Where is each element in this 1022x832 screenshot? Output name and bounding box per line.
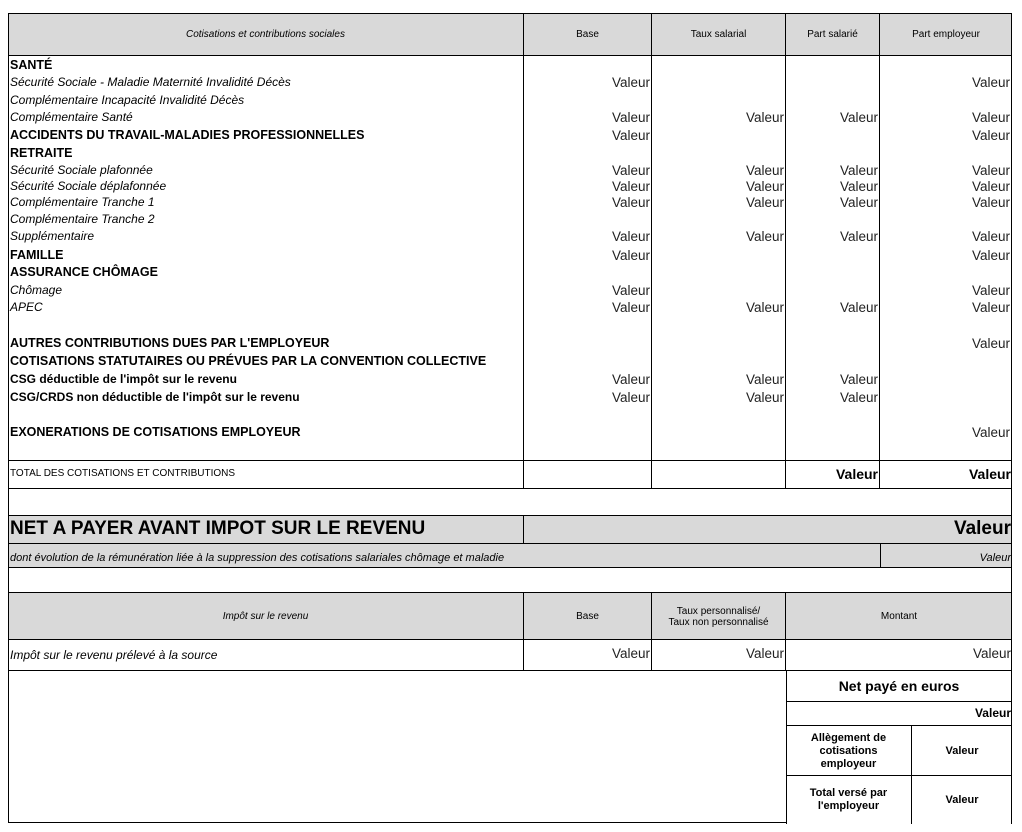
row-part-salarie: Valeur — [839, 179, 878, 194]
row-taux-salarial: Valeur — [745, 163, 784, 178]
row-label: ASSURANCE CHÔMAGE — [10, 265, 158, 279]
header-part-salarie: Part salarié — [786, 13, 880, 56]
row-label: Chômage — [10, 283, 63, 297]
row-base: Valeur — [611, 128, 650, 143]
row-label: Sécurité Sociale plafonnée — [10, 163, 153, 177]
cotisation-row — [8, 93, 1012, 108]
row-taux-salarial: Valeur — [745, 300, 784, 315]
cotisation-row — [8, 283, 1012, 298]
row-label: COTISATIONS STATUTAIRES OU PRÉVUES PAR LA CONVENTION COLLECTIVE — [10, 354, 487, 368]
row-part-salarie: Valeur — [839, 195, 878, 210]
row-label: SANTÉ — [10, 58, 53, 72]
row-part-employeur: Valeur — [971, 110, 1010, 125]
row-label: Sécurité Sociale déplafonnée — [10, 179, 167, 193]
impot-header-taux-line1: Taux personnalisé/ — [676, 605, 761, 617]
spacer-row-2 — [8, 568, 1012, 593]
row-part-salarie: Valeur — [839, 372, 878, 387]
row-label: FAMILLE — [10, 248, 64, 262]
total-verse-label-cell — [786, 776, 912, 824]
bottom-left-block — [8, 671, 787, 823]
row-part-salarie: Valeur — [839, 110, 878, 125]
impot-row-base: Valeur — [611, 646, 650, 661]
impot-header-taux-line2: Taux non personnalisé — [668, 616, 769, 628]
net-paye-cell — [786, 671, 1012, 702]
total-part-employeur: Valeur — [968, 466, 1011, 482]
row-part-employeur: Valeur — [971, 283, 1010, 298]
row-label: EXONERATIONS DE COTISATIONS EMPLOYEUR — [10, 425, 301, 439]
row-base: Valeur — [611, 195, 650, 210]
cotisation-row — [8, 229, 1012, 244]
row-taux-salarial: Valeur — [745, 229, 784, 244]
row-part-employeur: Valeur — [971, 229, 1010, 244]
impot-header-montant: Montant — [880, 611, 918, 622]
cotisation-row — [8, 248, 1012, 263]
header-part-employeur: Part employeur — [912, 29, 980, 40]
row-label: CSG/CRDS non déductible de l'impôt sur le revenu — [10, 390, 300, 404]
row-label: Complémentaire Santé — [10, 110, 133, 124]
impot-header-base: Base — [524, 593, 652, 640]
row-label: ACCIDENTS DU TRAVAIL-MALADIES PROFESSIONNELLES — [10, 128, 365, 142]
net-sub-value: Valeur — [979, 552, 1011, 564]
cotisation-row — [8, 163, 1012, 178]
row-base: Valeur — [611, 75, 650, 90]
row-label: Complémentaire Incapacité Invalidité Décès — [10, 93, 245, 107]
cotisation-row — [8, 75, 1012, 90]
cotisation-row — [8, 390, 1012, 405]
row-part-employeur: Valeur — [971, 163, 1010, 178]
total-verse-value-cell — [912, 776, 1012, 824]
total-label: TOTAL DES COTISATIONS ET CONTRIBUTIONS — [10, 468, 236, 479]
row-base: Valeur — [611, 300, 650, 315]
impot-header-taux — [652, 593, 786, 640]
row-base: Valeur — [611, 179, 650, 194]
net-sub-label: dont évolution de la rémunération liée à la suppression des cotisations salariales chômage et maladie — [10, 552, 505, 564]
row-part-employeur: Valeur — [971, 300, 1010, 315]
row-base: Valeur — [611, 163, 650, 178]
row-base: Valeur — [611, 390, 650, 405]
header-cotisations: Cotisations et contributions sociales — [8, 13, 524, 56]
allegement-label: Allègement de cotisations employeur — [810, 731, 887, 770]
row-base: Valeur — [611, 372, 650, 387]
total-verse-value: Valeur — [945, 794, 979, 806]
row-label: Supplémentaire — [10, 229, 95, 243]
row-part-salarie: Valeur — [839, 163, 878, 178]
row-label: CSG déductible de l'impôt sur le revenu — [10, 372, 237, 386]
row-taux-salarial: Valeur — [745, 110, 784, 125]
net-label: NET A PAYER AVANT IMPOT SUR LE REVENU — [10, 518, 426, 539]
row-part-employeur: Valeur — [971, 248, 1010, 263]
row-label: RETRAITE — [10, 146, 73, 160]
impot-header-label: Impôt sur le revenu — [8, 593, 524, 640]
row-part-employeur: Valeur — [971, 179, 1010, 194]
row-part-salarie: Valeur — [839, 300, 878, 315]
row-label: Complémentaire Tranche 2 — [10, 212, 155, 226]
row-part-salarie: Valeur — [839, 229, 878, 244]
row-base: Valeur — [611, 283, 650, 298]
cotisation-row — [8, 372, 1012, 387]
header-taux-salarial: Taux salarial — [652, 13, 786, 56]
cotisation-row — [8, 58, 1012, 73]
row-part-employeur: Valeur — [971, 195, 1010, 210]
net-paye-label: Net payé en euros — [838, 678, 960, 694]
row-taux-salarial: Valeur — [745, 372, 784, 387]
net-paye-value: Valeur — [974, 706, 1011, 720]
row-part-employeur: Valeur — [971, 128, 1010, 143]
impot-row-taux: Valeur — [745, 646, 784, 661]
row-part-employeur: Valeur — [971, 75, 1010, 90]
cotisation-row — [8, 195, 1012, 210]
cotisation-row — [8, 336, 1012, 351]
cotisation-row — [8, 110, 1012, 125]
net-value: Valeur — [953, 518, 1011, 539]
row-label: AUTRES CONTRIBUTIONS DUES PAR L'EMPLOYEUR — [10, 336, 330, 350]
row-part-employeur: Valeur — [971, 336, 1010, 351]
row-base: Valeur — [611, 229, 650, 244]
cotisation-row — [8, 354, 1012, 369]
row-label: Complémentaire Tranche 1 — [10, 195, 155, 209]
total-part-salarie: Valeur — [835, 466, 878, 482]
allegement-value-cell — [912, 726, 1012, 776]
row-taux-salarial: Valeur — [745, 195, 784, 210]
row-label: Sécurité Sociale - Maladie Maternité Invalidité Décès — [10, 75, 291, 89]
row-base: Valeur — [611, 110, 650, 125]
header-base: Base — [524, 13, 652, 56]
row-base: Valeur — [611, 248, 650, 263]
cotisation-row — [8, 425, 1012, 440]
spacer-row-1 — [8, 489, 1012, 516]
cotisation-row — [8, 265, 1012, 280]
allegement-label-cell — [786, 726, 912, 776]
row-part-employeur: Valeur — [971, 425, 1010, 440]
row-taux-salarial: Valeur — [745, 179, 784, 194]
cotisation-row — [8, 128, 1012, 143]
row-label: APEC — [10, 300, 43, 314]
cotisation-row — [8, 179, 1012, 194]
cotisation-row — [8, 212, 1012, 227]
impot-row-label: Impôt sur le revenu prélevé à la source — [10, 648, 218, 662]
impot-row-montant: Valeur — [972, 646, 1011, 661]
row-part-salarie: Valeur — [839, 390, 878, 405]
cotisation-row — [8, 146, 1012, 161]
row-taux-salarial: Valeur — [745, 390, 784, 405]
cotisation-row — [8, 300, 1012, 315]
total-verse-label: Total versé par l'employeur — [809, 787, 888, 812]
allegement-value: Valeur — [945, 745, 979, 757]
